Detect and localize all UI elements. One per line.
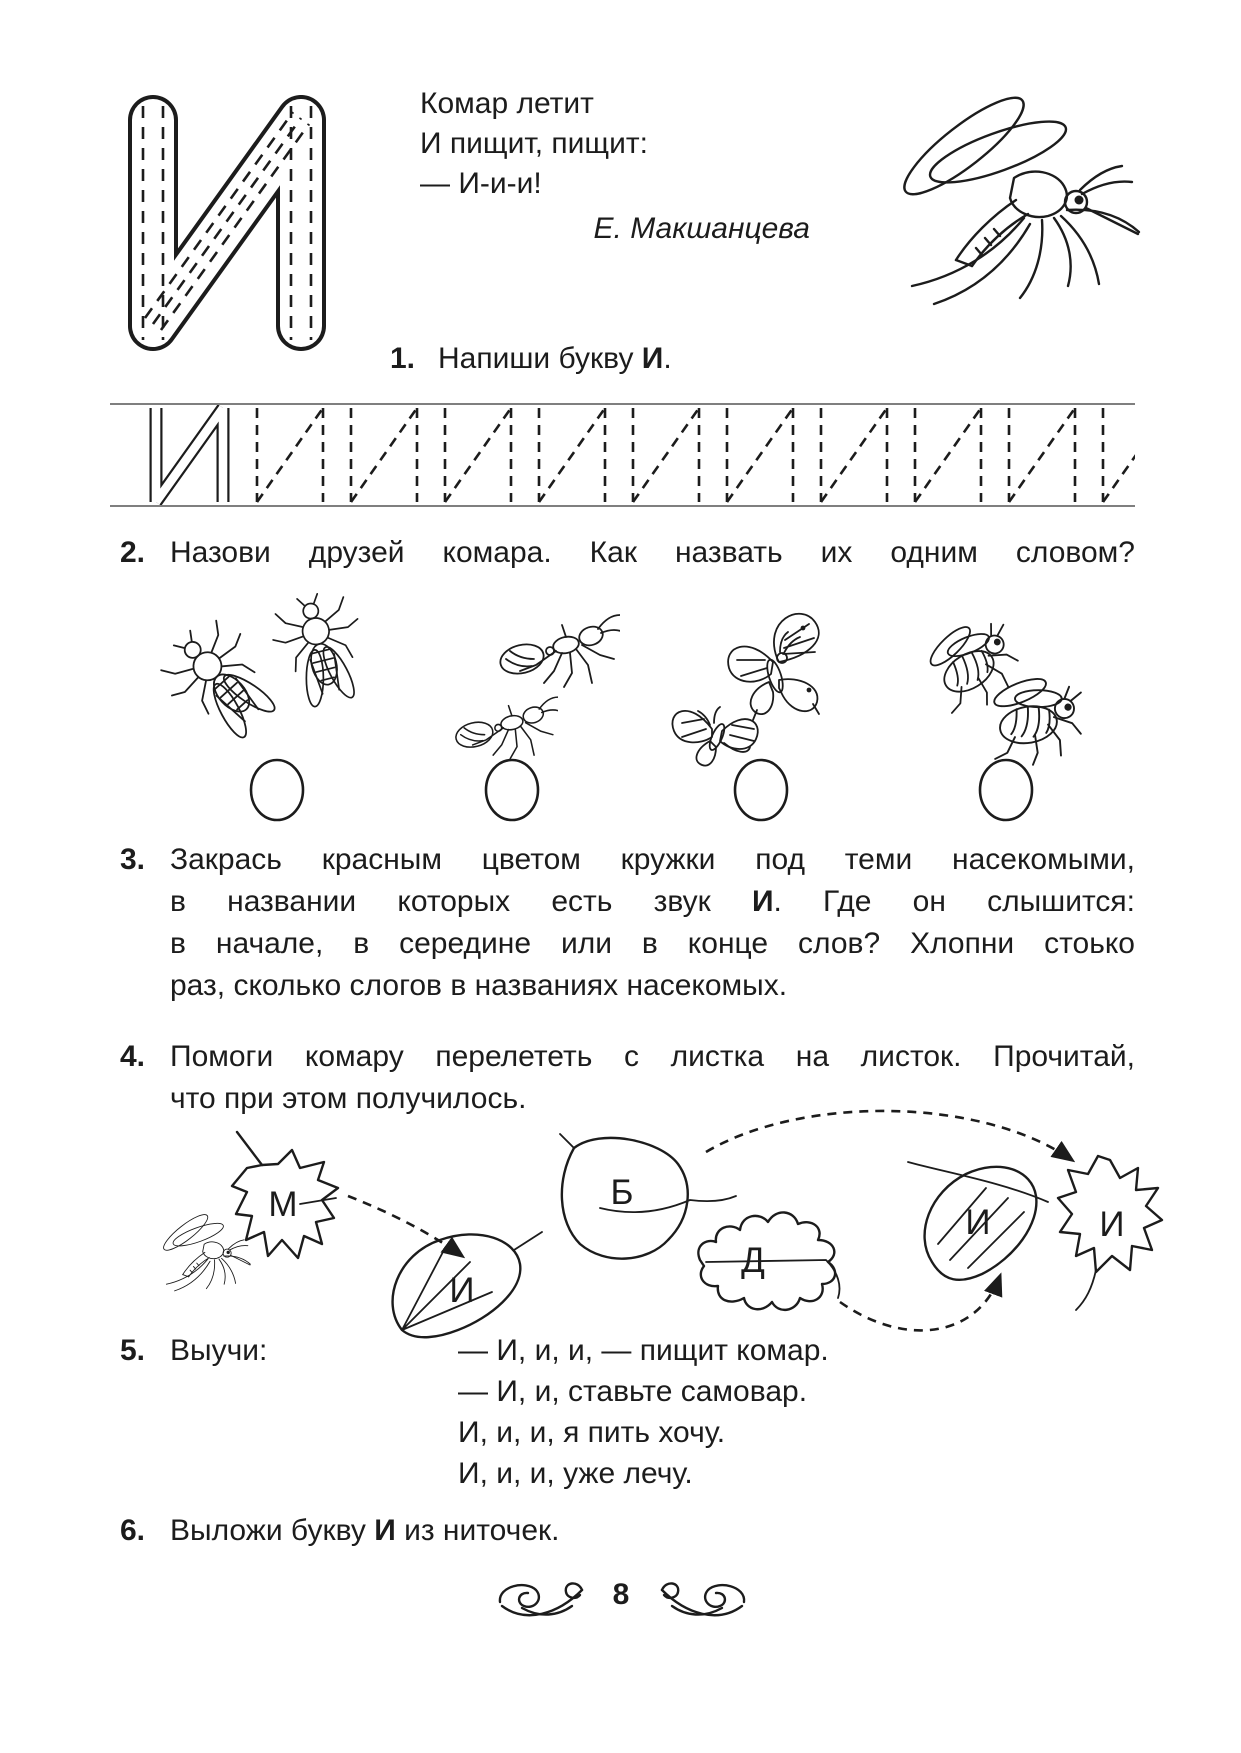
leaf-letter: Д <box>741 1241 765 1280</box>
task-1-text: Напиши букву И. <box>438 342 672 375</box>
flourish-icon <box>650 1578 754 1618</box>
task-4-line: что при этом получилось. <box>170 1082 527 1115</box>
leaf-ovate-i <box>908 1162 1048 1280</box>
leaf-letter: И <box>449 1271 475 1310</box>
poem-line: И пищит, пищит: <box>420 127 648 160</box>
task-2-number: 2. <box>120 536 146 569</box>
task-3-line: в начале, в середине или в конце слов? Хлопни стоько <box>170 927 1135 960</box>
mosquito-icon <box>160 1210 251 1291</box>
task-3-number: 3. <box>120 843 146 876</box>
leaf-letter: М <box>268 1185 298 1224</box>
leaf-birch-i <box>393 1232 542 1337</box>
leaf-letter: И <box>1099 1205 1125 1244</box>
task-2-text: Назови друзей комара. Как назвать их одним словом? <box>170 536 1135 569</box>
task-5-number: 5. <box>120 1334 146 1367</box>
task-4-line: Помоги комару перелететь с листка на листок. Прочитай, <box>170 1040 1135 1073</box>
task-6-text: Выложи букву И из ниточек. <box>170 1514 560 1547</box>
dashed-arrow <box>348 1196 462 1256</box>
leaf-oak-d <box>698 1212 839 1309</box>
verse-line: И, и, и, я пить хочу. <box>458 1416 726 1449</box>
dashed-arrow <box>840 1276 1000 1330</box>
leaf-letter: Б <box>610 1173 634 1212</box>
poem-author: Е. Макшанцева <box>593 212 810 245</box>
page-number: 8 <box>612 1578 630 1611</box>
task-3-line: в названии которых есть звук И. Где он слышится: <box>170 885 1135 918</box>
task-3-line: раз, сколько слогов в названиях насекомых. <box>170 969 788 1002</box>
task-5-label: Выучи: <box>170 1334 268 1367</box>
verse-line: — И, и, и, — пищит комар. <box>458 1334 829 1367</box>
verse-line: И, и, и, уже лечу. <box>458 1457 693 1490</box>
task-6-number: 6. <box>120 1514 146 1547</box>
task-4-number: 4. <box>120 1040 146 1073</box>
task-1-number: 1. <box>390 342 416 375</box>
verse-line: — И, и, ставьте самовар. <box>458 1375 808 1408</box>
dashed-arrow <box>706 1111 1072 1160</box>
task-5-verse <box>458 1334 829 1498</box>
leaf-maple-i <box>1058 1156 1162 1310</box>
task-3-line: Закрась красным цветом кружки под теми насекомыми, <box>170 843 1135 876</box>
poem-line: Комар летит <box>420 87 594 120</box>
leaf-letter: И <box>965 1203 991 1242</box>
flourish-icon <box>490 1578 594 1618</box>
poem-line: — И-и-и! <box>420 167 542 200</box>
leaf-maple-m <box>232 1132 338 1258</box>
